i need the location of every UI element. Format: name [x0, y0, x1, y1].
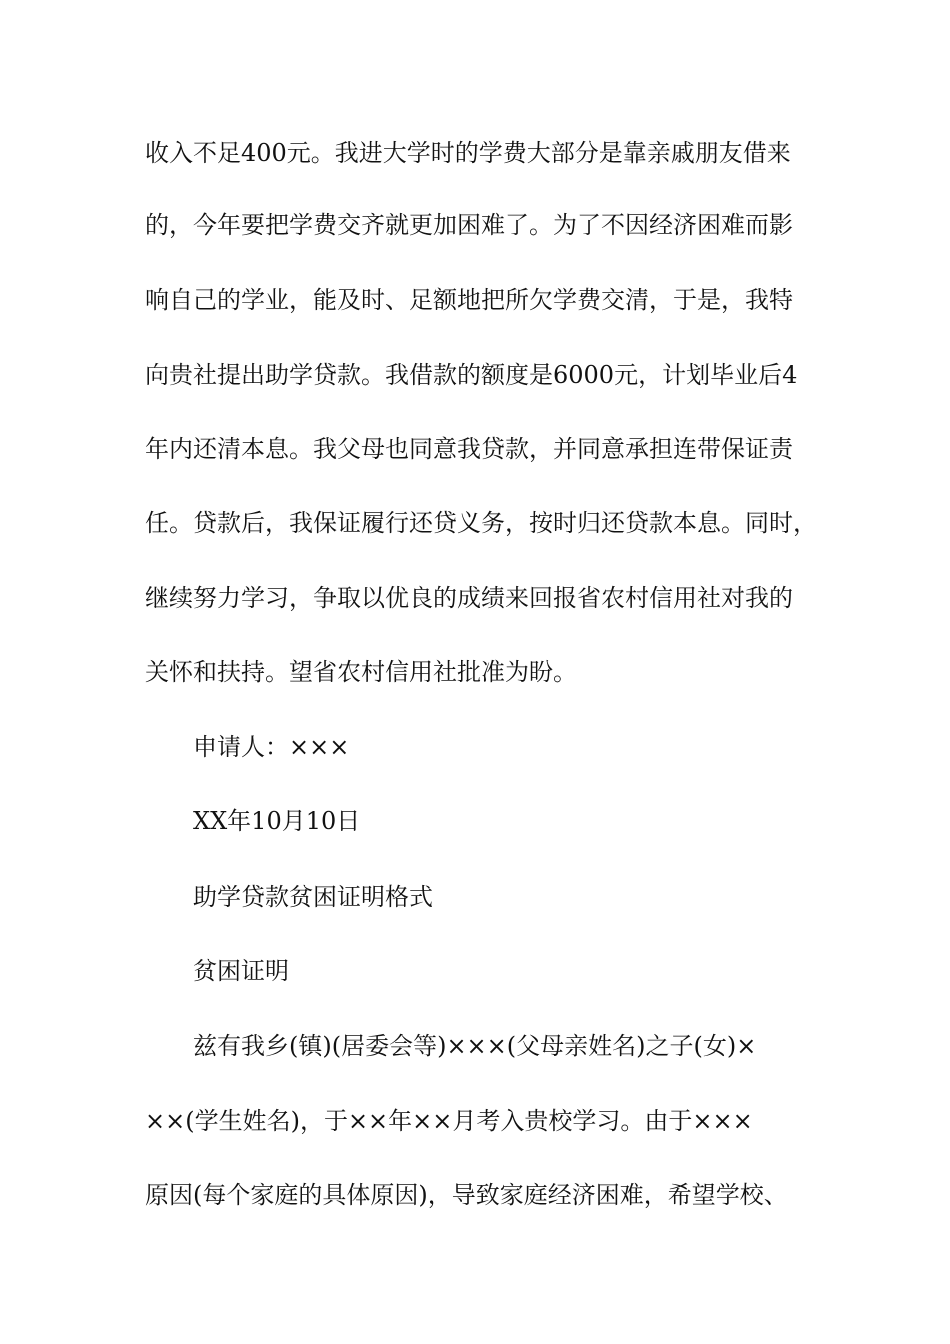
- certificate-line-2: ××(学生姓名)，于××年××月考入贵校学习。由于×××: [145, 1107, 753, 1135]
- application-date: XX年10月10日: [193, 807, 361, 835]
- section-heading: 助学贷款贫困证明格式: [193, 883, 433, 911]
- applicant-signature: 申请人：×××: [193, 733, 350, 761]
- paragraph-line-5: 年内还清本息。我父母也同意我贷款，并同意承担连带保证责: [145, 435, 793, 463]
- paragraph-line-7: 继续努力学习，争取以优良的成绩来回报省农村信用社对我的: [145, 584, 793, 612]
- certificate-title: 贫困证明: [193, 957, 289, 985]
- certificate-line-1: 兹有我乡(镇)(居委会等)×××(父母亲姓名)之子(女)×: [193, 1032, 757, 1060]
- paragraph-line-2: 的，今年要把学费交齐就更加困难了。为了不因经济困难而影: [145, 211, 793, 239]
- paragraph-line-1: 收入不足400元。我进大学时的学费大部分是靠亲戚朋友借来: [145, 139, 791, 167]
- paragraph-line-6: 任。贷款后，我保证履行还贷义务，按时归还贷款本息。同时，: [145, 509, 817, 537]
- paragraph-line-4: 向贵社提出助学贷款。我借款的额度是6000元，计划毕业后4: [145, 361, 798, 389]
- certificate-line-3: 原因(每个家庭的具体原因)，导致家庭经济困难，希望学校、: [145, 1181, 788, 1209]
- paragraph-line-8: 关怀和扶持。望省农村信用社批准为盼。: [145, 658, 577, 686]
- paragraph-line-3: 响自己的学业，能及时、足额地把所欠学费交清，于是，我特: [145, 286, 793, 314]
